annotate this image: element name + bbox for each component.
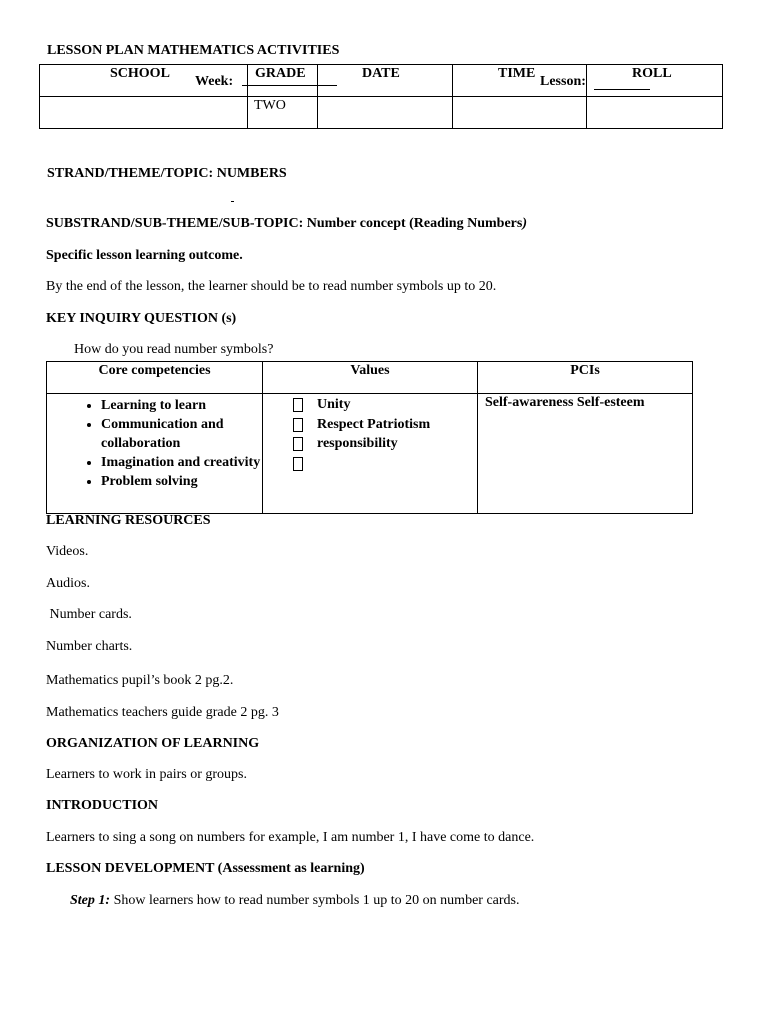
list-item: • Learning to learn [101,396,262,415]
time-value-cell [453,97,587,129]
outcome-heading: Specific lesson learning outcome. [46,248,243,263]
resources-heading: LEARNING RESOURCES [46,513,211,528]
list-item: Unity [293,395,477,415]
substrand-prefix: SUBSTRAND/SUB-THEME/SUB-TOPIC: [46,216,307,231]
pcis-header: PCIs [478,362,693,394]
list-item: Audios. [46,576,90,591]
substrand-heading [46,216,527,232]
organization-text: Learners to work in pairs or groups. [46,767,248,782]
header-table [39,64,723,129]
school-value-cell [40,97,248,129]
list-item: Mathematics teachers guide grade 2 pg. 3 [46,705,279,720]
grade-value-cell [248,97,318,129]
inquiry-question: How do you read number symbols? [74,342,274,357]
introduction-heading: INTRODUCTION [46,798,159,813]
school-label: SCHOOL [110,66,170,81]
lesson-label: Lesson: [540,74,586,89]
page-title: LESSON PLAN MATHEMATICS ACTIVITIES [47,43,340,58]
list-item: responsibility [293,434,477,454]
development-heading: LESSON DEVELOPMENT (Assessment as learning) [46,861,365,876]
strand-heading: STRAND/THEME/TOPIC: NUMBERS [47,166,287,181]
stray-mark [231,201,234,202]
time-label: TIME [498,66,536,81]
list-item: • Imagination and creativity [101,453,262,472]
introduction-text: Learners to sing a song on numbers for example, I am number 1, I have come to dance. [46,830,535,845]
inquiry-heading: KEY INQUIRY QUESTION (s) [46,311,237,326]
substrand-topic: Number concept (Reading Numbers [306,216,523,231]
list-item: Number cards. [46,607,132,622]
values-list [263,395,477,473]
grade-label: GRADE [255,66,306,81]
list-item: Videos. [46,544,89,559]
roll-label: ROLL [632,66,672,81]
week-blank-line [242,85,337,86]
pcis-text: Self-awareness Self-esteem [485,395,645,410]
values-cell [263,394,478,514]
list-item [293,454,477,474]
roll-value-cell [587,97,723,129]
missing-glyph-icon [293,437,303,451]
grade-cell [248,65,318,97]
week-label: Week: [195,74,234,89]
substrand-close: ) [522,216,527,231]
list-item: Number charts. [46,639,133,654]
values-header: Values [263,362,478,394]
pcis-cell [478,394,693,514]
list-item: Respect Patriotism [293,415,477,435]
list-item: • Communication and collaboration [101,415,262,453]
roll-cell [587,65,723,97]
school-cell [40,65,248,97]
missing-glyph-icon [293,418,303,432]
list-item: Mathematics pupil’s book 2 pg.2. [46,673,234,688]
date-cell [318,65,453,97]
competency-table [46,361,693,514]
grade-value: TWO [254,98,286,113]
core-competencies-cell [47,394,263,514]
missing-glyph-icon [293,398,303,412]
step-1-label: Step 1: [70,893,111,908]
time-cell [453,65,587,97]
date-value-cell [318,97,453,129]
date-label: DATE [362,66,400,81]
core-competencies-list [47,396,262,491]
step-1 [70,893,520,909]
organization-heading: ORGANIZATION OF LEARNING [46,736,260,751]
step-1-text: Show learners how to read number symbols 1 up to 20 on number cards. [110,893,520,908]
lesson-blank-line [594,89,650,90]
outcome-text: By the end of the lesson, the learner should be to read number symbols up to 20. [46,279,497,294]
missing-glyph-icon [293,457,303,471]
core-competencies-header: Core competencies [47,362,263,394]
list-item: • Problem solving [101,472,262,491]
